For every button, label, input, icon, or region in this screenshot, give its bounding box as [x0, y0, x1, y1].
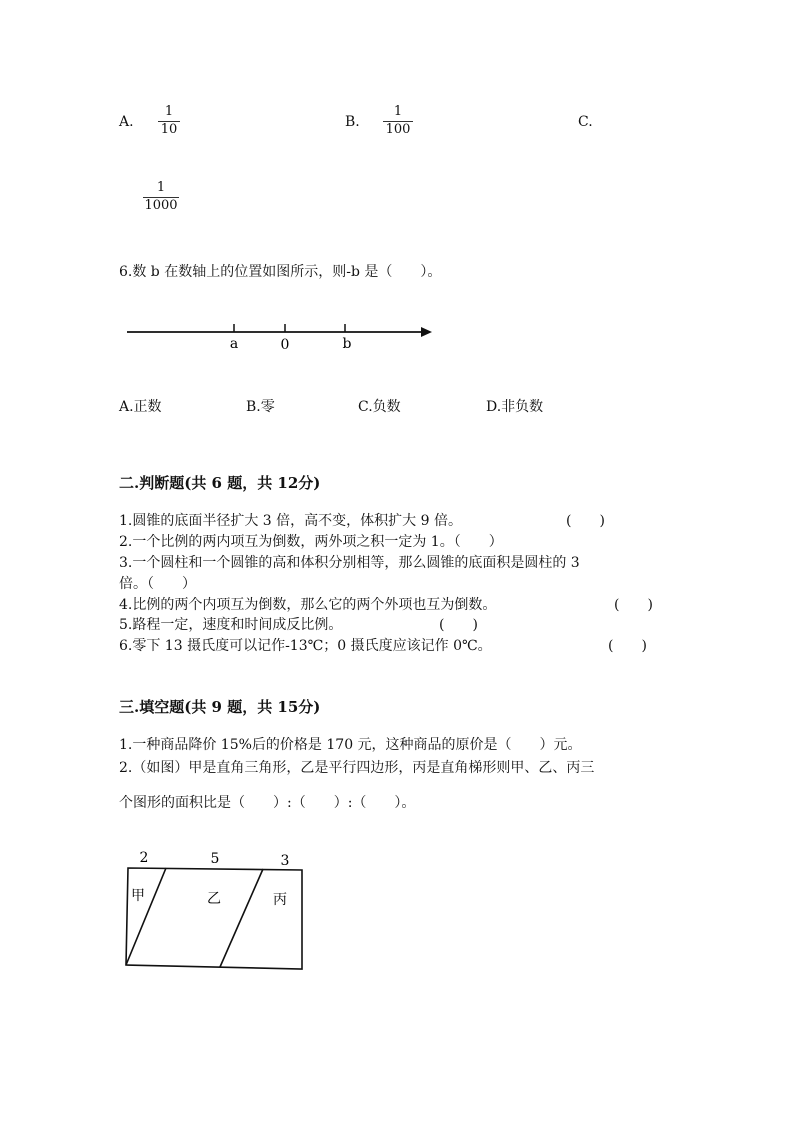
- fraction-numerator: 1: [393, 104, 403, 119]
- q6-option-c: C.负数: [358, 399, 401, 415]
- divider-right: [220, 869, 263, 967]
- fraction-denominator: 1000: [144, 198, 178, 213]
- divider-left: [126, 868, 166, 965]
- judge-item-3-cont: 倍。（ ）: [119, 576, 196, 592]
- option-b-letter: B.: [345, 114, 360, 130]
- axis-label-0: 0: [280, 337, 290, 353]
- top-number-2: 2: [139, 850, 149, 866]
- option-b-fraction: [383, 104, 413, 138]
- fill-q1: 1.一种商品降价 15%后的价格是 170 元，这种商品的原价是（ ）元。: [119, 737, 582, 753]
- judge-item-1-answer: ( ): [566, 513, 605, 529]
- region-label-bing: 丙: [273, 892, 287, 908]
- judge-item-3: 3.一个圆柱和一个圆锥的高和体积分别相等，那么圆锥的底面积是圆柱的 3: [119, 555, 580, 571]
- region-label-yi: 乙: [207, 891, 221, 907]
- outer-rectangle: [126, 868, 302, 969]
- judge-item-2: 2.一个比例的两内项互为倒数，两外项之积一定为 1。（ ）: [119, 534, 503, 550]
- shapes-figure: [118, 844, 313, 972]
- number-line-figure: [120, 318, 440, 358]
- judge-item-6-answer: ( ): [608, 638, 647, 654]
- section3-title: 三.填空题(共 9 题，共 15分): [119, 698, 321, 716]
- judge-item-5: 5.路程一定，速度和时间成反比例。: [119, 617, 343, 633]
- fill-q2-line1: 2.（如图）甲是直角三角形，乙是平行四边形，丙是直角梯形则甲、乙、丙三: [119, 760, 595, 776]
- option-c-fraction: [143, 180, 179, 214]
- top-number-3: 3: [280, 853, 290, 869]
- axis-label-a: a: [229, 336, 239, 352]
- option-a-letter: A.: [119, 114, 134, 130]
- q6-option-d: D.非负数: [486, 399, 544, 415]
- q6-option-b: B.零: [246, 399, 275, 415]
- judge-item-5-answer: ( ): [439, 617, 478, 633]
- section2-title: 二.判断题(共 6 题，共 12分): [119, 474, 321, 492]
- judge-item-6: 6.零下 13 摄氏度可以记作-13℃；0 摄氏度应该记作 0℃。: [119, 638, 492, 654]
- fill-q2-line2: 个图形的面积比是（ ）:（ ）:（ ）。: [119, 795, 416, 811]
- fraction-numerator: 1: [156, 180, 166, 195]
- number-line-arrow-icon: [421, 327, 432, 337]
- judge-item-4-answer: ( ): [614, 597, 653, 613]
- option-c-letter: C.: [578, 114, 593, 130]
- option-a-fraction: [158, 104, 180, 138]
- fraction-denominator: 10: [160, 122, 178, 137]
- top-number-5: 5: [210, 851, 220, 867]
- q6-option-a: A.正数: [119, 399, 162, 415]
- region-label-jia: 甲: [131, 888, 145, 904]
- fraction-denominator: 100: [385, 122, 411, 137]
- judge-item-1: 1.圆锥的底面半径扩大 3 倍，高不变，体积扩大 9 倍。: [119, 513, 462, 529]
- judge-item-4: 4.比例的两个内项互为倒数，那么它的两个外项也互为倒数。: [119, 597, 497, 613]
- fraction-numerator: 1: [164, 104, 174, 119]
- axis-label-b: b: [342, 336, 352, 352]
- q6-stem: 6.数 b 在数轴上的位置如图所示，则-b 是（ ）。: [119, 264, 442, 280]
